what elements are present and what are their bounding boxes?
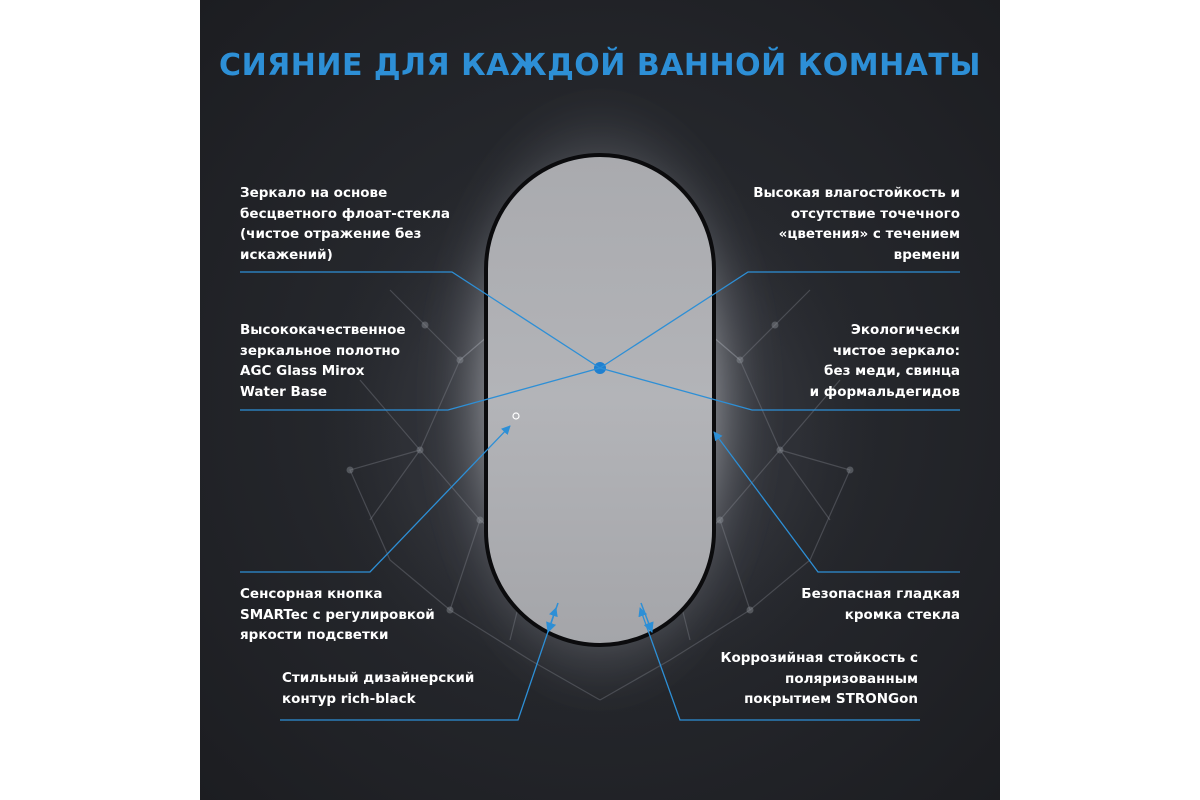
feature-text-line: и формальдегидов (809, 383, 960, 400)
feature-text-line: Стильный дизайнерский (282, 670, 475, 686)
feature-text-line: покрытием STRONGon (744, 691, 918, 707)
feature-text-line: Коррозийная стойкость с (720, 650, 918, 666)
feature-text-line: яркости подсветки (240, 627, 389, 643)
feature-text-line: контур rich-black (282, 690, 416, 707)
feature-safe-edge (801, 584, 960, 625)
product-infographic (200, 0, 1000, 800)
feature-float-glass (240, 183, 450, 265)
feature-text-line: кромка стекла (844, 606, 960, 623)
feature-text-line: Безопасная гладкая (801, 586, 960, 602)
feature-text-line: бесцветного флоат-стекла (240, 205, 450, 222)
feature-text-line: времени (893, 246, 960, 263)
feature-text-line: Сенсорная кнопка (240, 586, 383, 602)
feature-text-line: (чистое отражение без (240, 226, 422, 242)
feature-text-line: без меди, свинца (824, 363, 960, 379)
feature-text-line: чистое зеркало: (832, 342, 960, 359)
page-title: СИЯНИЕ ДЛЯ КАЖДОЙ ВАННОЙ КОМНАТЫ (219, 48, 981, 83)
feature-text-line: поляризованным (785, 670, 918, 687)
feature-text-line: Высокая влагостойкость и (753, 185, 960, 201)
feature-text-line: Water Base (240, 383, 328, 400)
feature-text-line: Зеркало на основе (240, 185, 388, 201)
feature-text-line: AGC Glass Mirox (240, 363, 365, 379)
feature-text-line: SMARTec с регулировкой (240, 606, 435, 623)
feature-corrosion (720, 648, 918, 710)
feature-text-line: зеркальное полотно (240, 342, 401, 359)
feature-moisture (753, 183, 960, 265)
feature-eco (810, 320, 960, 402)
feature-text-line: Высококачественное (240, 322, 406, 338)
feature-text-line: искажений) (240, 246, 333, 263)
feature-text-line: Экологически (850, 322, 960, 338)
feature-mirror-sheet (240, 320, 406, 402)
feature-touch-button (240, 584, 435, 646)
oval-mirror (486, 155, 714, 645)
feature-frame (282, 668, 474, 709)
feature-text-line: «цветения» с течением (778, 226, 960, 242)
feature-text-line: отсутствие точечного (790, 205, 960, 222)
